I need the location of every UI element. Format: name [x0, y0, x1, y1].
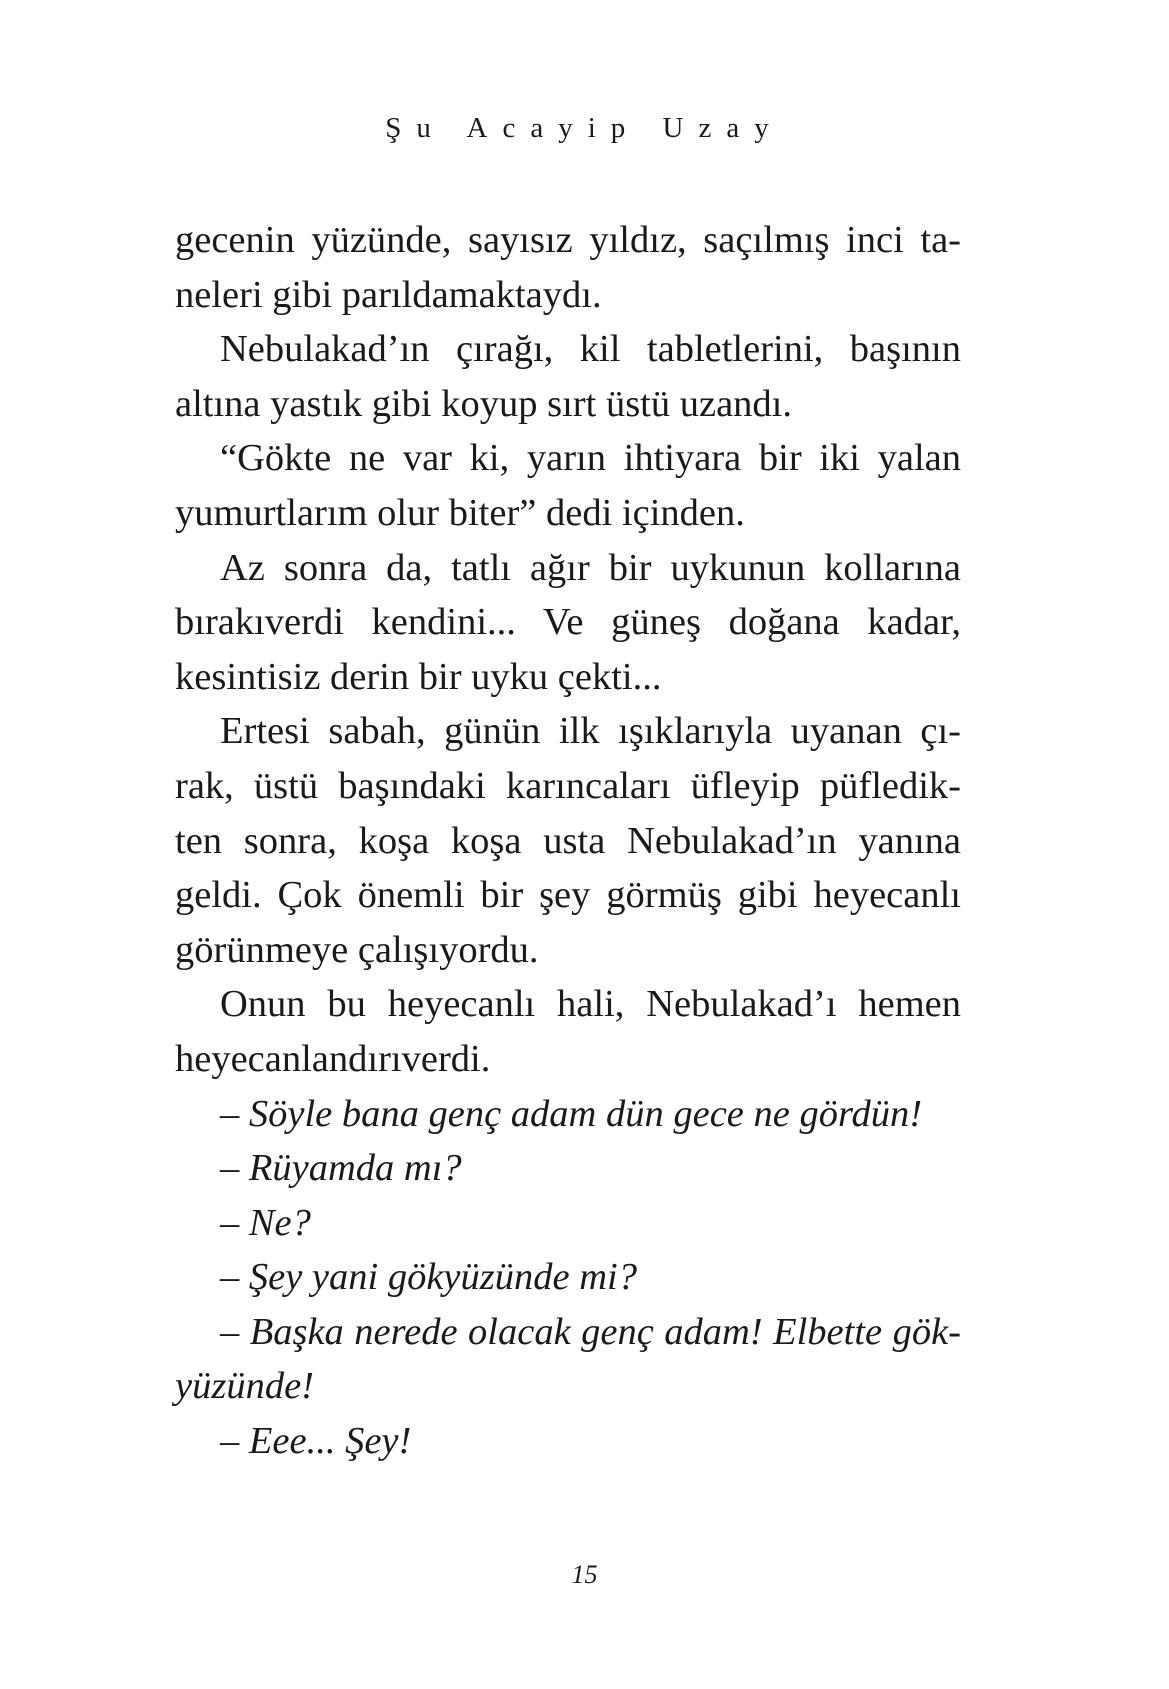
text-line: Onun bu heyecanlı hali, Nebulakad’ı hemen	[220, 983, 961, 1026]
body-text	[175, 213, 961, 1469]
page-number: 15	[571, 1560, 598, 1589]
text-line: yumurtlarım olur biter” dedi içinden.	[175, 491, 745, 534]
text-line: Nebulakad’ın çırağı, kil tabletlerini, başının	[220, 328, 961, 371]
text-line: kesintisiz derin bir uyku çekti...	[175, 655, 662, 698]
dialogue-line: yüzünde!	[175, 1365, 314, 1408]
dialogue-line: – Başka nerede olacak genç adam! Elbette gök-	[220, 1310, 961, 1353]
text-line: Az sonra da, tatlı ağır bir uykunun kollarına	[220, 546, 961, 589]
text-line: “Gökte ne var ki, yarın ihtiyara bir iki yalan	[220, 437, 961, 480]
dialogue-line: – Şey yani gökyüzünde mi?	[220, 1256, 637, 1299]
dialogue-line: – Rüyamda mı?	[220, 1147, 462, 1190]
text-line: heyecanlandırıverdi.	[175, 1037, 491, 1080]
text-line: neleri gibi parıldamaktaydı.	[175, 273, 602, 316]
dialogue-line: – Ne?	[220, 1201, 311, 1244]
dialogue-line: – Eee... Şey!	[220, 1420, 412, 1463]
text-line: gecenin yüzünde, sayısız yıldız, saçılmış inci ta-	[175, 219, 961, 261]
text-line: geldi. Çok önemli bir şey görmüş gibi heyecanlı	[175, 874, 961, 917]
text-line: görünmeye çalışıyordu.	[175, 928, 539, 971]
text-line: ten sonra, koşa koşa usta Nebulakad’ın yanına	[175, 819, 961, 862]
dialogue-line: – Söyle bana genç adam dün gece ne gördün!	[220, 1092, 923, 1135]
text-line: Ertesi sabah, günün ilk ışıklarıyla uyanan çı-	[220, 710, 961, 753]
running-head: Şu Acayip Uzay	[385, 112, 784, 144]
text-line: rak, üstü başındaki karıncaları üfleyip püfledik-	[175, 764, 961, 807]
text-line: altına yastık gibi koyup sırt üstü uzandı.	[175, 382, 792, 425]
text-line: bırakıverdi kendini... Ve güneş doğana kadar,	[175, 601, 961, 644]
